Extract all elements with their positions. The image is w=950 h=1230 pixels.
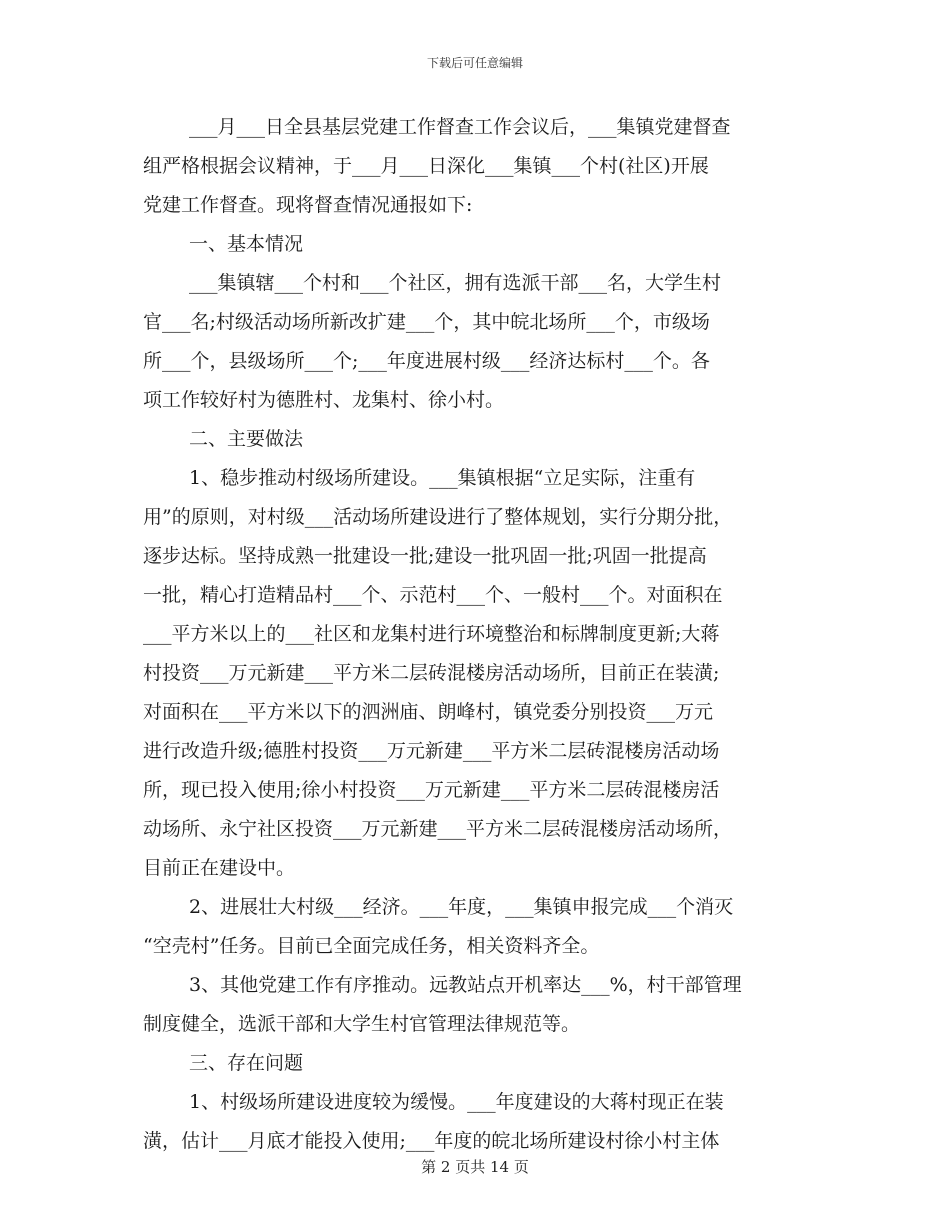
text-line: 所___个，县级场所___个;___年度进展村级___经济达标村___个。各 [143, 350, 710, 372]
text-line: 动场所、永宁社区投资___万元新建___平方米二层砖混楼房活动场所， [143, 818, 733, 840]
text-line: 潢，估计___月底才能投入使用;___年度的皖北场所建设村徐小村主体 [143, 1130, 720, 1152]
paragraph-first-line: 3、其他党建工作有序推动。远教站点开机率达___%，村干部管理 [189, 974, 742, 996]
text-line: 目前正在建设中。 [143, 857, 296, 879]
text-line: 官___名;村级活动场所新改扩建___个，其中皖北场所___个，市级场 [143, 311, 710, 333]
text-line: 用”的原则，对村级___活动场所建设进行了整体规划，实行分期分批， [143, 506, 733, 528]
text-line: 组严格根据会议精神，于___月___日深化___集镇___个村(社区)开展 [143, 155, 709, 177]
paragraph-first-line: 1、村级场所建设进度较为缓慢。___年度建设的大蒋村现正在装 [189, 1091, 724, 1113]
paragraph-first-line: 一、基本情况 [189, 233, 304, 255]
page-footer: 第 2 页共 14 页 [421, 1158, 529, 1176]
text-line: 村投资___万元新建___平方米二层砖混楼房活动场所，目前正在装潢; [143, 662, 720, 684]
text-line: 进行改造升级;德胜村投资___万元新建___平方米二层砖混楼房活动场 [143, 740, 720, 762]
text-line: ___平方米以上的___社区和龙集村进行环境整治和标牌制度更新;大蒋 [143, 623, 720, 645]
paragraph-first-line: ___月___日全县基层党建工作督查工作会议后，___集镇党建督查 [189, 116, 731, 138]
text-line: 制度健全，选派干部和大学生村官管理法律规范等。 [143, 1013, 581, 1035]
text-line: 项工作较好村为德胜村、龙集村、徐小村。 [143, 389, 505, 411]
text-line: “空壳村”任务。目前已全面完成任务，相关资料齐全。 [143, 935, 600, 957]
paragraph-first-line: 1、稳步推动村级场所建设。___集镇根据“立足实际，注重有 [189, 467, 696, 489]
text-line: 对面积在___平方米以下的泗洲庙、朗峰村，镇党委分别投资___万元 [143, 701, 714, 723]
text-line: 一批，精心打造精品村___个、示范村___个、一般村___个。对面积在 [143, 584, 723, 606]
document-body [143, 108, 823, 1161]
page-header: 下载后可任意编辑 [426, 56, 523, 70]
paragraph-first-line: ___集镇辖___个村和___个社区，拥有选派干部___名，大学生村 [189, 272, 722, 294]
paragraph-first-line: 2、进展壮大村级___经济。___年度，___集镇申报完成___个消灭 [189, 896, 734, 918]
text-line: 所，现已投入使用;徐小村投资___万元新建___平方米二层砖混楼房活 [143, 779, 720, 801]
text-line: 党建工作督查。现将督查情况通报如下: [143, 194, 473, 216]
paragraph-first-line: 二、主要做法 [189, 428, 304, 450]
text-line: 逐步达标。坚持成熟一批建设一批;建设一批巩固一批;巩固一批提高 [143, 545, 707, 567]
paragraph-first-line: 三、存在问题 [189, 1052, 304, 1074]
